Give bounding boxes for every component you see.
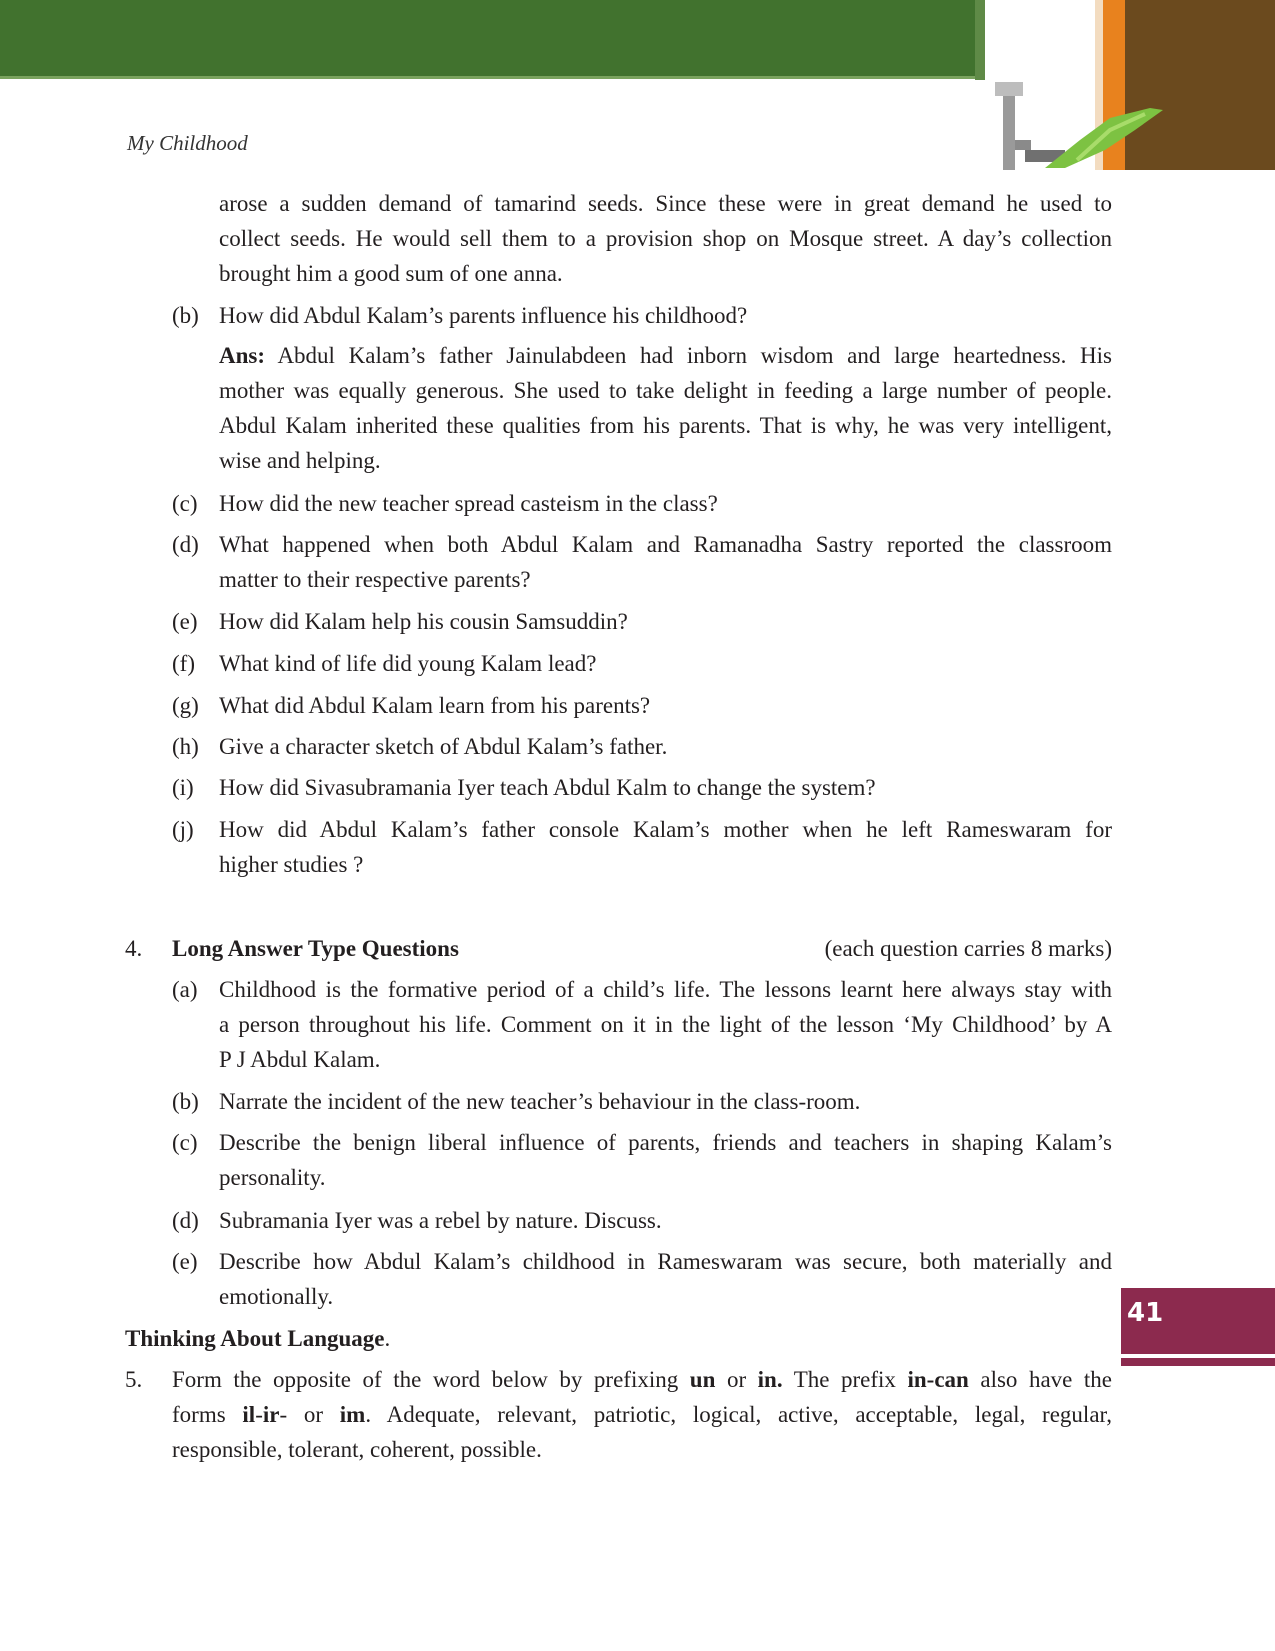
q4-d-label: (d) [172,1208,199,1233]
language-heading-dot: . [384,1326,391,1351]
q5-prefix-im: im [339,1402,366,1427]
q5-line-3: responsible, tolerant, coherent, possible. [172,1437,542,1462]
q3-g-label: (g) [172,693,199,718]
q3-j-question-line-1: How did Abdul Kalam’s father console Kalam’s mother when he left Rameswaram for [219,817,1112,842]
page-number-tab-rule [1121,1358,1275,1366]
q3-f-label: (f) [172,651,195,676]
q5-l1-text-a: Form the opposite of the word below by prefixing [172,1367,679,1392]
q5-prefix-in: in. [757,1367,783,1392]
q5-line-2 [172,1397,1112,1432]
q4-a-line-2: a person throughout his life. Comment on it in the light of the lesson ‘My Childhood’ by A [219,1012,1112,1037]
q3-e-question: How did Kalam help his cousin Samsuddin? [219,609,628,634]
q4-b-line-1: Narrate the incident of the new teacher’s behaviour in the class-room. [219,1089,861,1114]
q5-prefix-il: il [242,1402,256,1427]
q4-a-line-1: Childhood is the formative period of a child’s life. The lessons learnt here always stay with [219,977,1112,1002]
q5-prefix-ir: ir [262,1402,280,1427]
q4-c-label: (c) [172,1130,198,1155]
language-heading-text: Thinking About Language [125,1326,385,1351]
q4-marks: (each question carries 8 marks) [824,936,1112,961]
q3-d-question-line-1: What happened when both Abdul Kalam and Ramanadha Sastry reported the classroom [219,532,1112,557]
q5-l1-text-b: The prefix [793,1367,896,1392]
q3-b-label: (b) [172,303,199,328]
q3-g-question: What did Abdul Kalam learn from his parents? [219,693,651,718]
q3-b-answer-line-2: mother was equally generous. She used to take delight in feeding a large number of people. [219,378,1112,403]
q3-f-question: What kind of life did young Kalam lead? [219,651,597,676]
q5-l1-text-c: also have the [980,1367,1113,1392]
ans-label: Ans: [219,343,266,368]
q4-number: 4. [125,936,143,961]
q3-b-answer-line-4: wise and helping. [219,448,381,473]
carryover-line-2: collect seeds. He would sell them to a provision shop on Mosque street. A day’s collection [219,226,1112,251]
language-heading [125,1321,390,1356]
q3-b-answer-line-1 [219,338,1112,373]
q3-j-label: (j) [172,817,194,842]
q5-l1-or: or [726,1367,747,1392]
q3-h-question: Give a character sketch of Abdul Kalam’s father. [219,734,668,759]
q4-b-label: (b) [172,1089,199,1114]
q3-c-label: (c) [172,491,198,516]
running-head: My Childhood [127,131,248,155]
q3-i-question: How did Sivasubramania Iyer teach Abdul Kalm to change the system? [219,775,876,800]
q5-l2-dash: - [255,1402,263,1427]
q5-number: 5. [125,1367,143,1392]
q4-a-line-3: P J Abdul Kalam. [219,1047,381,1072]
carryover-line-3: brought him a good sum of one anna. [219,261,563,286]
q4-title: Long Answer Type Questions [172,936,459,961]
page-number: 41 [1127,1298,1164,1328]
q4-c-line-2: personality. [219,1165,326,1190]
q5-prefix-incan: in-can [907,1367,969,1392]
q4-d-line-1: Subramania Iyer was a rebel by nature. Discuss. [219,1208,662,1233]
q5-l2-or: - or [279,1402,324,1427]
q4-e-line-1: Describe how Abdul Kalam’s childhood in Rameswaram was secure, both materially and [219,1249,1112,1274]
q3-d-question-line-2: matter to their respective parents? [219,567,531,592]
q4-e-line-2: emotionally. [219,1284,334,1309]
q3-b-question: How did Abdul Kalam’s parents influence his childhood? [219,303,748,328]
q3-b-answer-line-3: Abdul Kalam inherited these qualities from his parents. That is why, he was very intelligent, [219,413,1112,438]
q3-e-label: (e) [172,609,198,634]
carryover-line-1: arose a sudden demand of tamarind seeds. Since these were in great demand he used to [219,191,1112,216]
q3-b-answer-text-1: Abdul Kalam’s father Jainulabdeen had inborn wisdom and large heartedness. His [277,343,1112,368]
q4-a-label: (a) [172,977,198,1002]
q3-c-question: How did the new teacher spread casteism in the class? [219,491,718,516]
q3-h-label: (h) [172,734,199,759]
q3-j-question-line-2: higher studies ? [219,852,364,877]
q4-e-label: (e) [172,1249,198,1274]
q5-l2-word-list: . Adequate, relevant, patriotic, logical, active, acceptable, legal, regular, [365,1402,1113,1427]
q5-prefix-un: un [689,1367,716,1392]
q3-i-label: (i) [172,775,194,800]
q3-d-label: (d) [172,532,199,557]
q5-line-1 [172,1362,1112,1397]
q4-c-line-1: Describe the benign liberal influence of parents, friends and teachers in shaping Kalam’s [219,1130,1112,1155]
q5-l2-forms: forms [172,1402,226,1427]
